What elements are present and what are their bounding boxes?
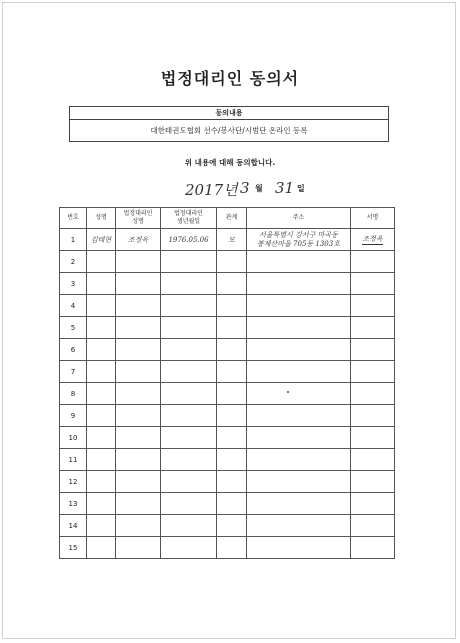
- row-guardian-birth: [161, 405, 217, 427]
- row-name: [87, 537, 116, 559]
- table-row: [60, 251, 395, 273]
- row-guardian-name: [116, 405, 161, 427]
- row-relation: [217, 449, 247, 471]
- table-row: [60, 295, 395, 317]
- stray-ink-dot: [287, 391, 289, 393]
- row-address: [247, 251, 351, 273]
- row-name: [87, 493, 116, 515]
- row-address: [247, 471, 351, 493]
- row-relation: [217, 317, 247, 339]
- row-guardian-birth: [161, 361, 217, 383]
- row-number: 4: [60, 295, 87, 317]
- row-name: [87, 449, 116, 471]
- row-guardian-birth: [161, 471, 217, 493]
- table-header-row: [60, 208, 395, 229]
- row-signature: [351, 317, 395, 339]
- row-name: [87, 295, 116, 317]
- row-relation: [217, 471, 247, 493]
- row-guardian-name: [116, 449, 161, 471]
- header-signature: 서명: [351, 208, 395, 229]
- row-address: [247, 537, 351, 559]
- table-row: [60, 383, 395, 405]
- row-name: 김태현: [87, 229, 116, 251]
- table-row: [60, 405, 395, 427]
- consent-box: [69, 106, 389, 142]
- row-signature: [351, 449, 395, 471]
- row-signature: [351, 537, 395, 559]
- row-name: [87, 317, 116, 339]
- table-row: [60, 427, 395, 449]
- row-guardian-name: [116, 493, 161, 515]
- header-relation: 관계: [217, 208, 247, 229]
- row-signature: [351, 361, 395, 383]
- row-guardian-birth: [161, 273, 217, 295]
- row-relation: 모: [217, 229, 247, 251]
- row-number: 2: [60, 251, 87, 273]
- date-day-unit: 일: [297, 184, 305, 193]
- row-guardian-name: 조정옥: [116, 229, 161, 251]
- row-address: [247, 515, 351, 537]
- row-number: 3: [60, 273, 87, 295]
- row-relation: [217, 295, 247, 317]
- row-guardian-name: [116, 317, 161, 339]
- row-number: 13: [60, 493, 87, 515]
- table-row: [60, 449, 395, 471]
- header-guardian-birth: 법정대리인 생년월일: [161, 208, 217, 229]
- row-relation: [217, 493, 247, 515]
- row-number: 11: [60, 449, 87, 471]
- row-guardian-name: [116, 515, 161, 537]
- row-guardian-name: [116, 273, 161, 295]
- row-name: [87, 427, 116, 449]
- row-signature: [351, 339, 395, 361]
- row-relation: [217, 251, 247, 273]
- row-address: [247, 383, 351, 405]
- row-guardian-birth: [161, 515, 217, 537]
- row-number: 10: [60, 427, 87, 449]
- row-number: 6: [60, 339, 87, 361]
- table-row: [60, 273, 395, 295]
- row-guardian-birth: [161, 449, 217, 471]
- row-number: 12: [60, 471, 87, 493]
- table-row: [60, 317, 395, 339]
- table-row: [60, 537, 395, 559]
- row-signature: [351, 493, 395, 515]
- date-day: 31: [275, 179, 295, 197]
- header-name: 성명: [87, 208, 116, 229]
- guardian-table: [59, 207, 395, 559]
- row-relation: [217, 383, 247, 405]
- row-signature: [351, 405, 395, 427]
- row-signature: [351, 383, 395, 405]
- row-number: 15: [60, 537, 87, 559]
- row-guardian-birth: [161, 317, 217, 339]
- date-line: [0, 179, 460, 205]
- row-relation: [217, 405, 247, 427]
- row-address: [247, 295, 351, 317]
- row-address: [247, 427, 351, 449]
- document-title: 법정대리인 동의서: [160, 69, 300, 88]
- row-guardian-birth: 1976.05.06: [161, 229, 217, 251]
- row-address: [247, 405, 351, 427]
- row-guardian-birth: [161, 493, 217, 515]
- row-name: [87, 515, 116, 537]
- row-guardian-birth: [161, 537, 217, 559]
- row-number: 7: [60, 361, 87, 383]
- row-relation: [217, 427, 247, 449]
- row-guardian-birth: [161, 251, 217, 273]
- consent-heading: 동의내용: [70, 107, 388, 120]
- row-signature: [351, 251, 395, 273]
- row-name: [87, 383, 116, 405]
- row-number: 5: [60, 317, 87, 339]
- row-name: [87, 339, 116, 361]
- table-row: [60, 493, 395, 515]
- row-address: 서울특별시 강서구 마곡동 봉제산마을 705동 1303호: [247, 229, 351, 251]
- row-signature: [351, 427, 395, 449]
- row-signature: [351, 515, 395, 537]
- row-name: [87, 361, 116, 383]
- row-name: [87, 251, 116, 273]
- row-guardian-name: [116, 295, 161, 317]
- row-address: [247, 493, 351, 515]
- row-guardian-name: [116, 471, 161, 493]
- table-row: [60, 339, 395, 361]
- table-row: [60, 361, 395, 383]
- handwritten-signature: 조정옥: [362, 235, 383, 243]
- row-guardian-name: [116, 361, 161, 383]
- row-number: 14: [60, 515, 87, 537]
- row-address: [247, 361, 351, 383]
- row-relation: [217, 537, 247, 559]
- table-row: [60, 471, 395, 493]
- row-guardian-birth: [161, 427, 217, 449]
- date-month: 3: [240, 179, 250, 197]
- consent-content: 대한태권도협회 선수/봉사단/시범단 온라인 등록: [150, 126, 308, 135]
- row-relation: [217, 361, 247, 383]
- row-number: 8: [60, 383, 87, 405]
- row-relation: [217, 273, 247, 295]
- row-guardian-name: [116, 427, 161, 449]
- row-number: 9: [60, 405, 87, 427]
- header-number: 번호: [60, 208, 87, 229]
- row-address: [247, 449, 351, 471]
- row-name: [87, 405, 116, 427]
- header-address: 주소: [247, 208, 351, 229]
- row-signature: [351, 471, 395, 493]
- row-guardian-birth: [161, 295, 217, 317]
- row-guardian-name: [116, 383, 161, 405]
- row-signature: [351, 273, 395, 295]
- consent-statement: 위 내용에 대해 동의합니다.: [184, 158, 276, 167]
- row-relation: [217, 515, 247, 537]
- row-signature: [351, 295, 395, 317]
- date-month-unit: 월: [255, 184, 263, 193]
- row-name: [87, 471, 116, 493]
- header-guardian-name: 법정대리인 성명: [116, 208, 161, 229]
- row-number: 1: [60, 229, 87, 251]
- date-year: 2017년: [185, 181, 238, 199]
- row-guardian-name: [116, 537, 161, 559]
- row-address: [247, 273, 351, 295]
- row-guardian-birth: [161, 339, 217, 361]
- table-row: [60, 229, 395, 251]
- table-row: [60, 515, 395, 537]
- row-address: [247, 339, 351, 361]
- row-name: [87, 273, 116, 295]
- row-guardian-name: [116, 251, 161, 273]
- row-relation: [217, 339, 247, 361]
- row-signature: [351, 229, 395, 251]
- row-address: [247, 317, 351, 339]
- row-guardian-name: [116, 339, 161, 361]
- row-guardian-birth: [161, 383, 217, 405]
